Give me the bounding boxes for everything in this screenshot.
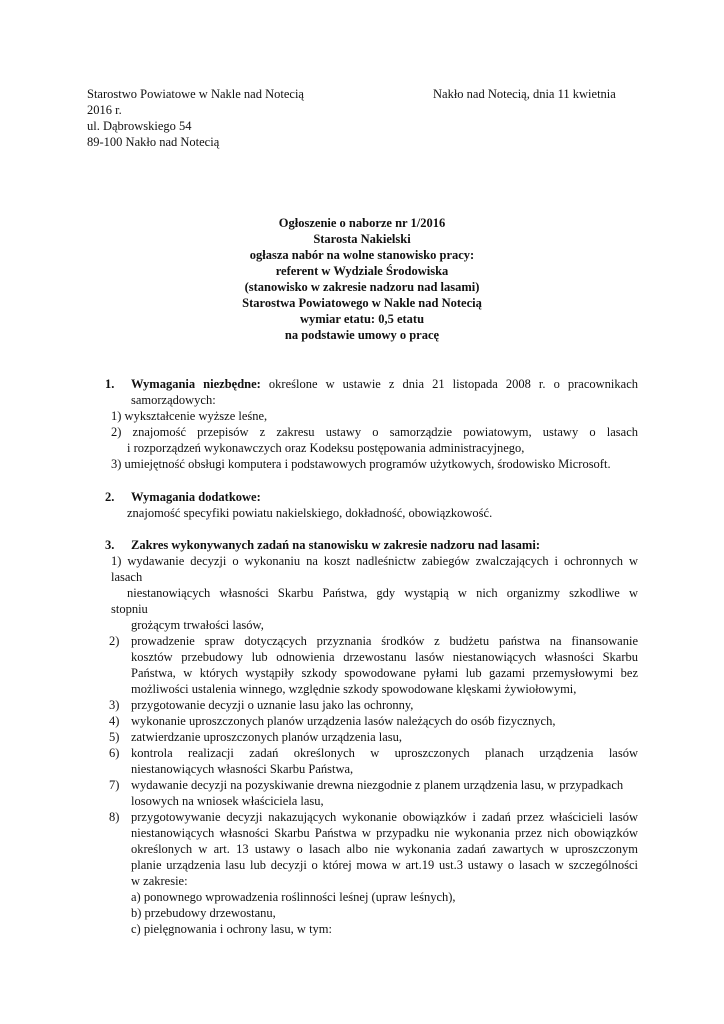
office-name: Starostwo Powiatowe w Nakle nad Notecią: [87, 87, 304, 101]
section-3-item-2-line-3: Państwa, w których wystąpiły szkody spowodowane pyłami lub gazami przemysłowymi bez: [131, 666, 638, 680]
section-3-item-6-cont: niestanowiących własności Skarbu Państwa,: [131, 762, 354, 776]
section-1-intro-cont: samorządowych:: [131, 393, 216, 407]
section-3-item-6-number: 6): [109, 746, 120, 760]
section-3-item-7-cont: losowych na wniosek właściciela lasu,: [131, 794, 324, 808]
section-3-item-8-subitem-c: c) pielęgnowania i ochrony lasu, w tym:: [131, 922, 332, 936]
section-1-item-1: 1) wykształcenie wyższe leśne,: [111, 409, 268, 423]
section-3-item-8-subitem-a: a) ponownego wprowadzenia roślinności leśnej (upraw leśnych),: [131, 890, 456, 904]
announcement-title: Ogłoszenie o naborze nr 1/2016: [278, 216, 446, 230]
section-1-intro: [131, 376, 638, 392]
section-3-item-6: kontrola realizacji zadań określonych w uproszczonych planach urządzenia lasów: [131, 746, 638, 760]
title-line-7: wymiar etatu: 0,5 etatu: [299, 312, 425, 326]
section-3-item-1-wrap-2: stopniu: [111, 602, 148, 616]
section-3-item-8-line-3: określonych w art. 13 ustawy o lasach albo nie wykonania zadań zawartych w uproszczonym: [131, 842, 638, 856]
place-date: Nakło nad Notecią, dnia 11 kwietnia: [433, 87, 616, 101]
section-3-item-5: zatwierdzanie uproszczonych planów urządzenia lasu,: [131, 730, 403, 744]
title-line-6: Starostwa Powiatowego w Nakle nad Notecią: [242, 296, 482, 310]
section-3-item-5-number: 5): [109, 730, 120, 744]
section-3-item-8-subitem-b: b) przebudowy drzewostanu,: [131, 906, 276, 920]
section-3-item-3-number: 3): [109, 698, 120, 712]
section-3-item-2-line-4: możliwości ustalenia winnego, względnie szkody spowodowane klęskami żywiołowymi,: [131, 682, 577, 696]
section-3-heading: Zakres wykonywanych zadań na stanowisku w zakresie nadzoru nad lasami:: [131, 538, 540, 552]
title-line-3: ogłasza nabór na wolne stanowisko pracy:: [249, 248, 475, 262]
section-3-item-1: 1) wydawanie decyzji o wykonaniu na koszt nadleśnictw zabiegów zwalczających i ochronnych w: [111, 554, 638, 568]
title-line-8: na podstawie umowy o pracę: [284, 328, 440, 342]
section-3-item-4: wykonanie uproszczonych planów urządzenia lasów należących do osób fizycznych,: [131, 714, 556, 728]
section-3-item-8-line-5: w zakresie:: [131, 874, 188, 888]
section-3-item-8-line-4: planie urządzenia lasu lub decyzji o której mowa w art.19 ust.3 ustawy o lasach w szczególności: [131, 858, 638, 872]
office-postal-city: 89-100 Nakło nad Notecią: [87, 135, 220, 149]
section-3-item-7-number: 7): [109, 778, 120, 792]
section-2-number: 2.: [105, 490, 115, 504]
header-year: 2016 r.: [87, 103, 122, 117]
office-street: ul. Dąbrowskiego 54: [87, 119, 192, 133]
title-line-2: Starosta Nakielski: [313, 232, 411, 246]
title-line-5: (stanowisko w zakresie nadzoru nad lasami): [244, 280, 480, 294]
section-1-intro-text: określone w ustawie z dnia 21 listopada 2008 r. o pracownikach: [268, 377, 639, 391]
section-1-heading: Wymagania niezbędne:: [131, 377, 261, 391]
section-3-item-3: przygotowanie decyzji o uznanie lasu jako las ochronny,: [131, 698, 414, 712]
section-3-item-8-line-2: niestanowiących własności Skarbu Państwa w przypadku nie wykonania przez nich obowiązków: [131, 826, 638, 840]
section-3-item-8-number: 8): [109, 810, 120, 824]
section-3-item-1-end: grożącym trwałości lasów,: [131, 618, 264, 632]
section-2-text: znajomość specyfiki powiatu nakielskiego, dokładność, obowiązkowość.: [127, 506, 493, 520]
section-2-heading: Wymagania dodatkowe:: [131, 490, 261, 504]
section-3-number: 3.: [105, 538, 115, 552]
section-3-item-4-number: 4): [109, 714, 120, 728]
section-3-item-2: prowadzenie spraw dotyczących przyznania środków z budżetu państwa na finansowanie: [131, 634, 638, 648]
section-3-item-2-number: 2): [109, 634, 120, 648]
section-3-item-7: wydawanie decyzji na pozyskiwanie drewna niezgodnie z planem urządzenia lasu, w przypadkach: [131, 778, 624, 792]
section-1-item-2: 2) znajomość przepisów z zakresu ustawy o samorządzie powiatowym, ustawy o lasach: [111, 425, 638, 439]
section-1-item-3: 3) umiejętność obsługi komputera i podstawowych programów użytkowych, środowisko Microsoft.: [111, 457, 611, 471]
section-3-item-1-cont: niestanowiących własności Skarbu Państwa, gdy wystąpią w nich organizmy szkodliwe w: [127, 586, 638, 600]
section-1-number: 1.: [105, 377, 115, 391]
section-1-item-2-cont: i rozporządzeń wykonawczych oraz Kodeksu postępowania administracyjnego,: [127, 441, 525, 455]
title-line-4: referent w Wydziale Środowiska: [275, 264, 449, 278]
section-3-item-2-line-2: kosztów przebudowy lub odnowienia drzewostanu lasów niestanowiących własności Skarbu: [131, 650, 638, 664]
section-3-item-1-wrap: lasach: [111, 570, 143, 584]
section-3-item-8: przygotowywanie decyzji nakazujących wykonanie obowiązków i zadań przez właścicieli lasów: [131, 810, 638, 824]
